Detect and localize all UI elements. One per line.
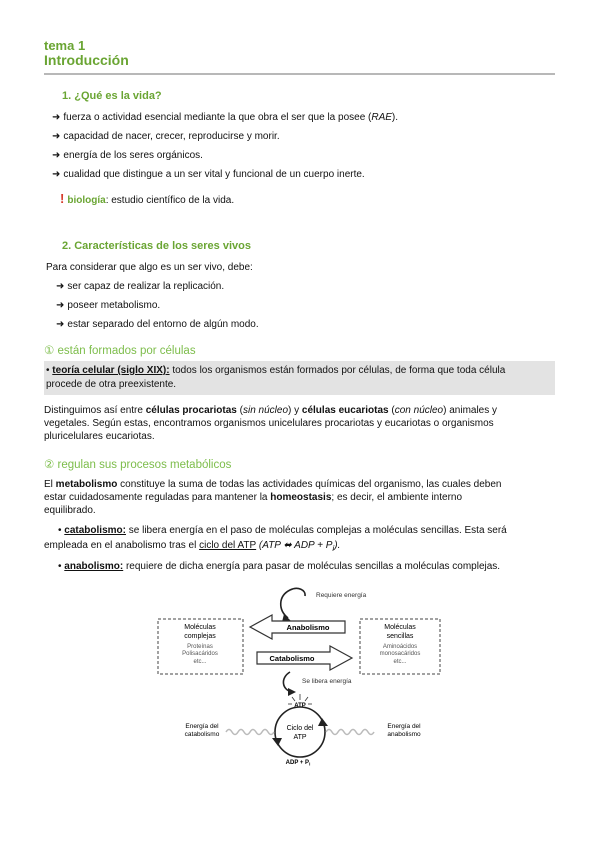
list-item: ➜ cualidad que distingue a un ser vital y funcional de un cuerpo inerte. <box>52 169 365 180</box>
section-1-title: 1. ¿Qué es la vida? <box>62 90 162 102</box>
complex-sub-1: Proteínas <box>187 644 213 650</box>
anabolism-term: anabolismo: <box>64 561 124 572</box>
metabolism-line-2: estar cuidadosamente reguladas para mantener la homeostasis; es decir, el ambiente interno <box>44 492 463 503</box>
catabolism-term: catabolismo: <box>64 525 126 536</box>
catabolism-energy-label-1: Energía del <box>185 723 219 730</box>
subsection-2-title: ② regulan sus procesos metabólicos <box>44 459 232 471</box>
section-2-title: 2. Características de los seres vivos <box>62 240 251 252</box>
complex-title-2: complejas <box>184 633 216 640</box>
atp-cycle-circle <box>275 707 325 757</box>
topic-number: tema 1 <box>44 38 86 53</box>
catabolism-label: Catabolismo <box>269 654 315 663</box>
arrow-icon: ➜ <box>56 319 65 330</box>
releases-energy-label: Se libera energía <box>302 678 352 685</box>
biology-term: biología <box>67 195 106 206</box>
catabolism-line-2: empleada en el anabolismo tras el ciclo del ATP (ATP ⬌ ADP + $P_i$). <box>44 540 341 553</box>
requires-energy-curve <box>281 588 305 618</box>
anabolism-line: • anabolismo: requiere de dicha energía para pasar de moléculas sencillas a moléculas complejas. <box>58 561 501 572</box>
arrow-icon: ➜ <box>52 169 61 180</box>
page-title: Introducción <box>44 52 129 68</box>
anabolism-label: Anabolismo <box>286 623 330 632</box>
cycle-arrowhead-right <box>318 718 328 726</box>
catabolism-line-1: • catabolismo: se libera energía en el paso de moléculas complejas a moléculas sencillas. Esta será <box>58 525 507 536</box>
catabolism-energy-wave <box>226 730 274 735</box>
arrow-icon: ➜ <box>52 112 61 123</box>
metabolism-diagram <box>0 580 600 780</box>
cell-theory-term: teoría celular (siglo XIX): <box>52 365 170 376</box>
section-2-intro: Para considerar que algo es un ser vivo, debe: <box>46 262 253 273</box>
anabolism-energy-label-2: anabolismo <box>387 731 421 738</box>
adp-label: ADP + $P_i$ <box>285 760 311 767</box>
list-item: ➜ fuerza o actividad esencial mediante la que obra el ser que la posee (RAE). <box>52 112 399 123</box>
metabolism-line-3: equilibrado. <box>44 505 96 516</box>
subsection-1-title: ① están formados por células <box>44 345 196 357</box>
list-item: ➜ estar separado del entorno de algún modo. <box>56 319 259 330</box>
cell-theory-line-1: • teoría celular (siglo XIX): todos los organismos están formados por células, de forma que toda célula <box>46 365 506 376</box>
cell-types-line-3: pluricelulares eucariotas. <box>44 431 155 442</box>
atp-cycle-title-1: Ciclo del <box>286 725 314 732</box>
requires-energy-label: Requiere energía <box>316 592 367 599</box>
releases-energy-arrowhead <box>288 688 296 696</box>
cycle-arrowhead-left <box>272 738 282 746</box>
arrow-icon: ➜ <box>56 281 65 292</box>
catabolism-energy-label-2: catabolismo <box>184 731 220 738</box>
atp-label: ATP <box>294 703 306 709</box>
complex-sub-3: etc... <box>193 659 207 665</box>
cell-types-line-2: vegetales. Según estas, encontramos organismos unicelulares procariotas y eucariotas o organismos <box>44 418 494 429</box>
atp-cycle-title-2: ATP <box>293 734 307 741</box>
cell-theory-line-2: procede de otra preexistente. <box>46 379 177 390</box>
biology-note: ! biología: estudio científico de la vida. <box>60 191 235 206</box>
complex-sub-2: Polisacáridos <box>182 651 218 657</box>
simple-title-2: sencillas <box>386 633 414 640</box>
list-item: ➜ ser capaz de realizar la replicación. <box>56 281 225 292</box>
exclamation-icon: ! <box>60 191 65 206</box>
arrow-icon: ➜ <box>52 131 61 142</box>
arrow-icon: ➜ <box>56 300 65 311</box>
header-divider <box>44 73 555 75</box>
complex-title-1: Moléculas <box>184 624 216 631</box>
simple-sub-2: monosacáridos <box>379 651 421 657</box>
metabolism-line-1: El metabolismo constituye la suma de todas las actividades químicas del organismo, las cuales deben <box>44 479 502 490</box>
list-item: ➜ capacidad de nacer, crecer, reproducirse y morir. <box>52 131 280 142</box>
arrow-icon: ➜ <box>52 150 61 161</box>
releases-energy-curve <box>283 672 292 692</box>
simple-title-1: Moléculas <box>384 624 416 631</box>
cell-types-line-1: Distinguimos así entre células procariotas (sin núcleo) y células eucariotas (con núcleo) animales y <box>44 405 498 416</box>
list-item: ➜ poseer metabolismo. <box>56 300 161 311</box>
simple-sub-1: Aminoácidos <box>382 644 418 650</box>
anabolism-energy-wave <box>326 730 374 735</box>
anabolism-energy-label-1: Energía del <box>387 723 421 730</box>
atp-cycle-link[interactable]: ciclo del ATP <box>199 540 257 551</box>
list-item: ➜ energía de los seres orgánicos. <box>52 150 203 161</box>
simple-sub-3: etc... <box>393 659 407 665</box>
